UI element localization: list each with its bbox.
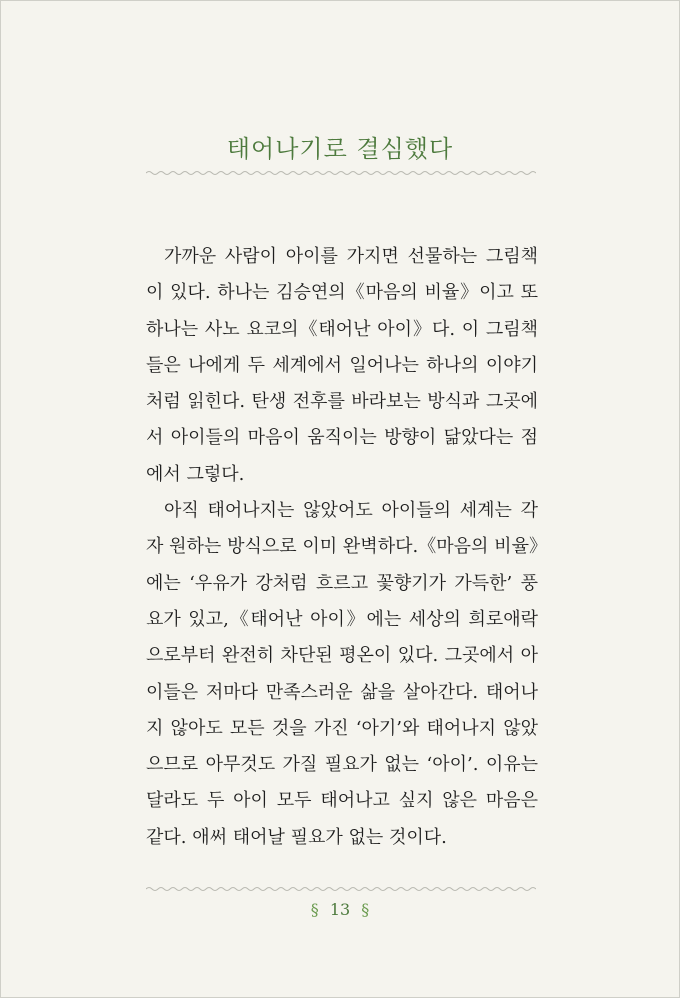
footer-divider [146,885,536,893]
ornament-left-icon: § [310,900,319,919]
body-text [146,239,538,856]
title-divider [146,169,536,177]
paragraph: 가까운 사람이 아이를 가지면 선물하는 그림책이 있다. 하나는 김승연의《마음의 비율》이고 또 하나는 사노 요코의《태어난 아이》다. 이 그림책들은 나에게 두 세계에서 일어나는 하나의 이야기처럼 읽힌다. 탄생 전후를 바라보는 방식과 그곳에서 아이들의 마음이 움직이는 방향이 닮았다는 점에서 그렇다. [146,246,538,485]
page-number-footer [1,899,679,919]
ornament-right-icon: § [361,900,370,919]
chapter-title: 태어나기로 결심했다 [226,135,454,163]
paragraph: 아직 태어나지는 않았어도 아이들의 세계는 각자 원하는 방식으로 이미 완벽하다.《마음의 비율》에는 ‘우유가 강처럼 흐르고 꽃향기가 가득한’ 풍요가 있고,《태어난 아이》에는 세상의 희로애락으로부터 완전히 차단된 평온이 있다. 그곳에서 아이들은 저마다 만족스러운 삶을 살아간다. 태어나지 않아도 모든 것을 가진 ‘아기’와 태어나지 않았으므로 아무것도 가질 필요가 없는 ‘아이’. 이유는 달라도 두 아이 모두 태어나고 싶지 않은 마음은 같다. 애써 태어날 필요가 없는 것이다. [146,500,538,848]
page-number: 13 [329,900,351,919]
